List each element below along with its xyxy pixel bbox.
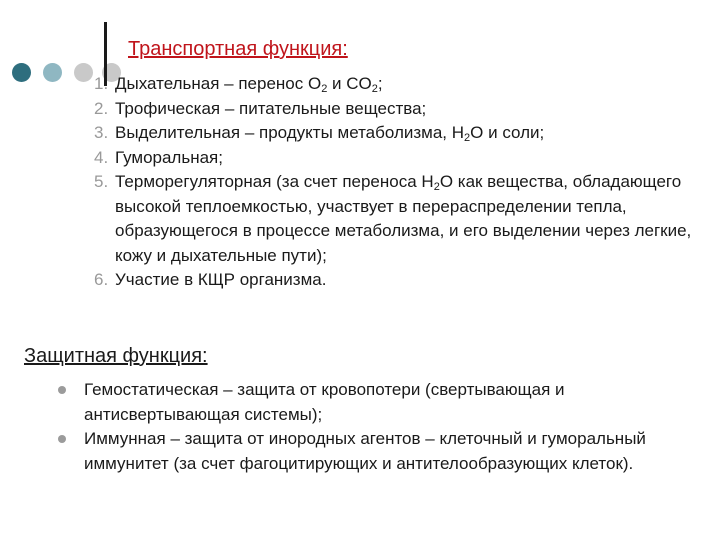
list-item — [94, 146, 704, 171]
item-text: Трофическая – питательные вещества; — [115, 98, 427, 118]
item-text: Дыхательная – перенос $O_2$ и $CO_2$; — [115, 74, 383, 95]
protective-list — [58, 378, 678, 476]
item-text: Выделительная – продукты метаболизма, $H_2O$ и соли; — [115, 123, 545, 144]
item-text: Гемостатическая – защита от кровопотери (свертывающая и антисвертывающая системы); — [84, 380, 565, 424]
item-number: 2. — [94, 98, 109, 118]
list-item — [58, 427, 678, 476]
list-item — [58, 378, 678, 427]
dot-light — [74, 63, 93, 82]
item-number: 6. — [94, 270, 109, 289]
transport-list — [94, 72, 704, 293]
protective-title: Защитная функция: — [24, 345, 208, 367]
dot-mid — [43, 63, 62, 82]
item-text: Терморегуляторная (за счет переноса $H_2O$ как вещества, обладающего высокой теплоемкостью, участвует в перераспределении тепла, образующегося в процессе метаболизма, и его выделении через легкие, кожу и дыхательные пути); — [115, 172, 692, 265]
item-text: Участие в КЩР организма. — [115, 270, 327, 289]
item-number: 1. — [94, 74, 109, 93]
item-number: 3. — [94, 123, 109, 142]
list-item — [94, 121, 704, 146]
list-item — [94, 170, 704, 268]
item-text: Иммунная – защита от инородных агентов – клеточный и гуморальный иммунитет (за счет фагоцитирующих и антителообразующих клеток). — [84, 429, 646, 473]
list-item — [94, 97, 704, 122]
item-number: 4. — [94, 147, 109, 167]
list-item — [94, 72, 704, 97]
list-item — [94, 268, 704, 293]
dot-dark — [12, 63, 31, 82]
bullet-icon — [58, 386, 66, 394]
item-number: 5. — [94, 172, 109, 191]
transport-title: Транспортная функция: — [128, 38, 348, 60]
item-text: Гуморальная; — [115, 147, 223, 167]
bullet-icon — [58, 435, 66, 443]
